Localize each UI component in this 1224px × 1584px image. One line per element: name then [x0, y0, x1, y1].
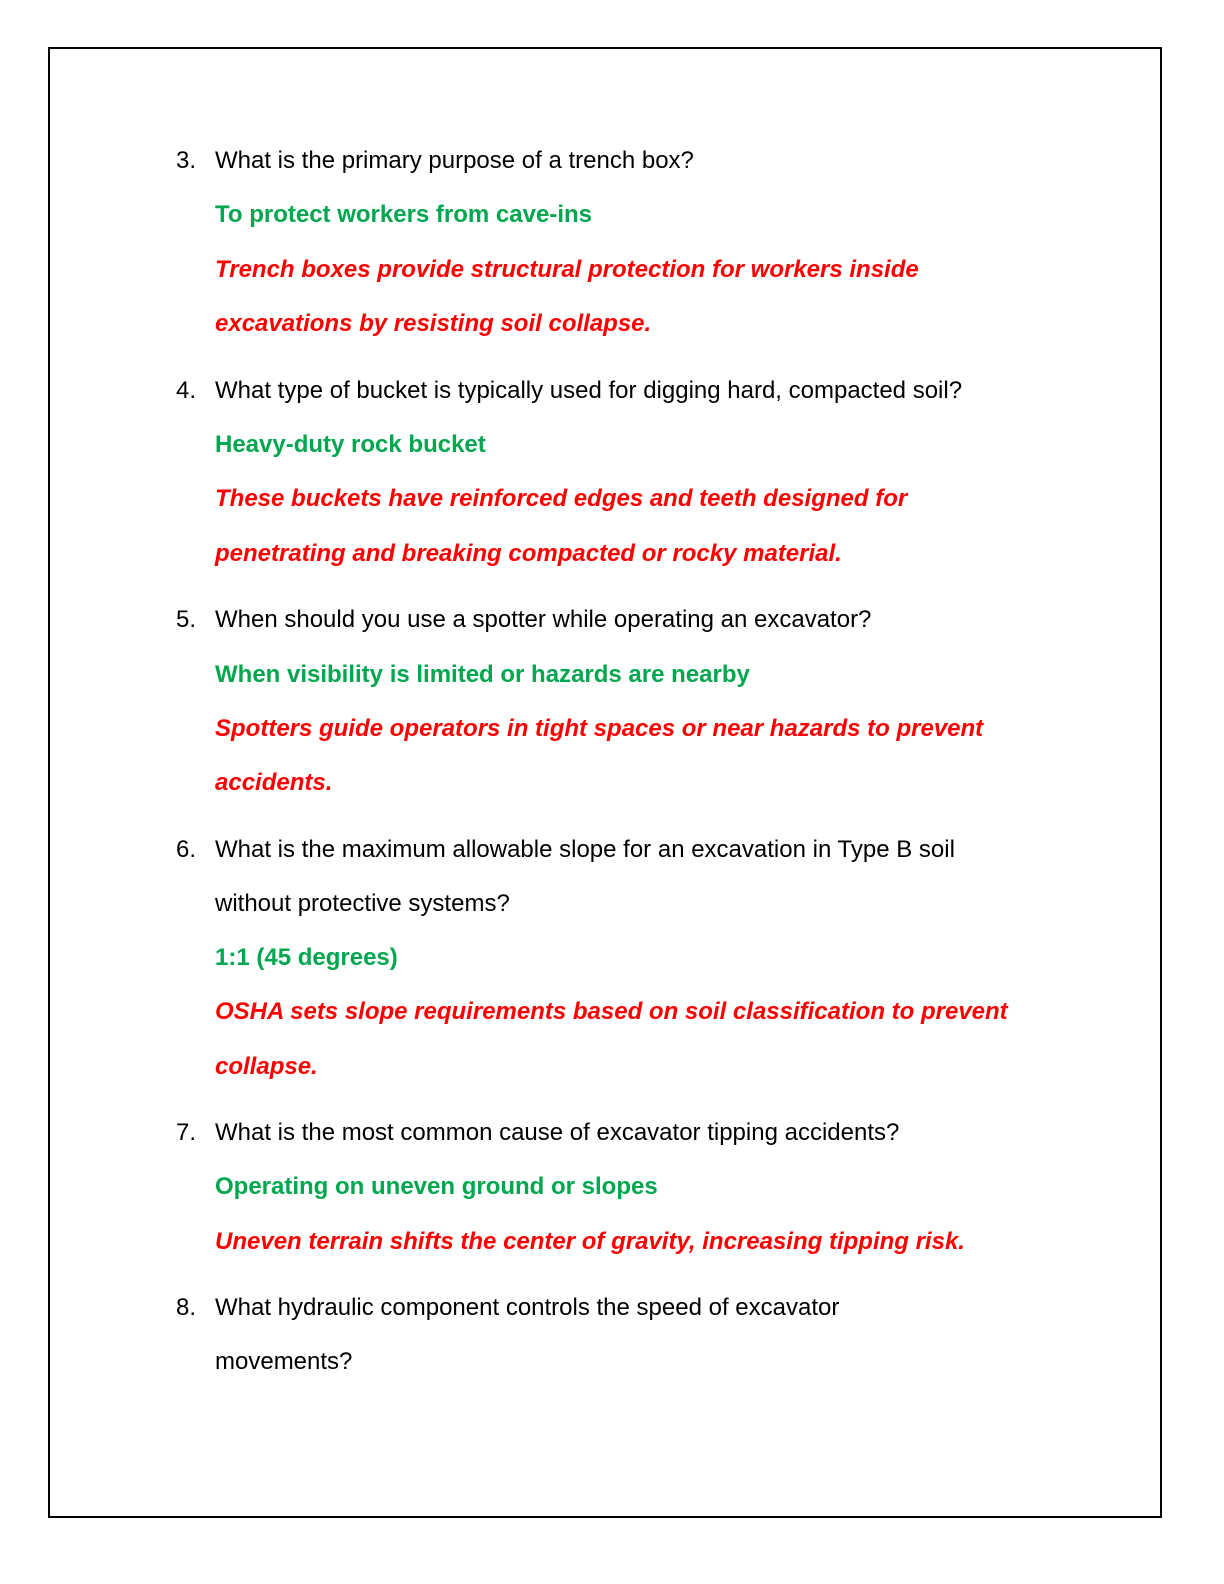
- explanation-text: OSHA sets slope requirements based on soil classification to prevent: [215, 998, 1008, 1025]
- question-text: What hydraulic component controls the speed of excavator: [215, 1294, 840, 1321]
- question-text: What type of bucket is typically used for digging hard, compacted soil?: [215, 377, 963, 404]
- question-text: What is the maximum allowable slope for an excavation in Type B soil: [215, 836, 955, 863]
- answer-text: 1:1 (45 degrees): [215, 944, 398, 971]
- explanation-text: These buckets have reinforced edges and teeth designed for: [215, 485, 908, 512]
- answer-text: Operating on uneven ground or slopes: [215, 1173, 658, 1200]
- answer-text: When visibility is limited or hazards are nearby: [215, 661, 750, 688]
- question-number: 7.: [176, 1119, 197, 1146]
- question-text: When should you use a spotter while operating an excavator?: [215, 606, 872, 633]
- explanation-text: Spotters guide operators in tight spaces or near hazards to prevent: [215, 715, 984, 742]
- explanation-text: Trench boxes provide structural protection for workers inside: [215, 256, 919, 283]
- question-number: 5.: [176, 606, 197, 633]
- question-number: 8.: [176, 1294, 197, 1321]
- explanation-text: accidents.: [215, 769, 333, 796]
- explanation-text: penetrating and breaking compacted or rocky material.: [215, 540, 842, 567]
- question-text: What is the primary purpose of a trench box?: [215, 147, 694, 174]
- question-text: without protective systems?: [215, 890, 510, 917]
- explanation-text: Uneven terrain shifts the center of gravity, increasing tipping risk.: [215, 1228, 965, 1255]
- question-text: What is the most common cause of excavator tipping accidents?: [215, 1119, 900, 1146]
- question-number: 6.: [176, 836, 197, 863]
- explanation-text: excavations by resisting soil collapse.: [215, 310, 652, 337]
- question-number: 3.: [176, 147, 197, 174]
- answer-text: To protect workers from cave-ins: [215, 201, 592, 228]
- question-text: movements?: [215, 1348, 353, 1375]
- answer-text: Heavy-duty rock bucket: [215, 431, 486, 458]
- explanation-text: collapse.: [215, 1053, 318, 1080]
- question-number: 4.: [176, 377, 197, 404]
